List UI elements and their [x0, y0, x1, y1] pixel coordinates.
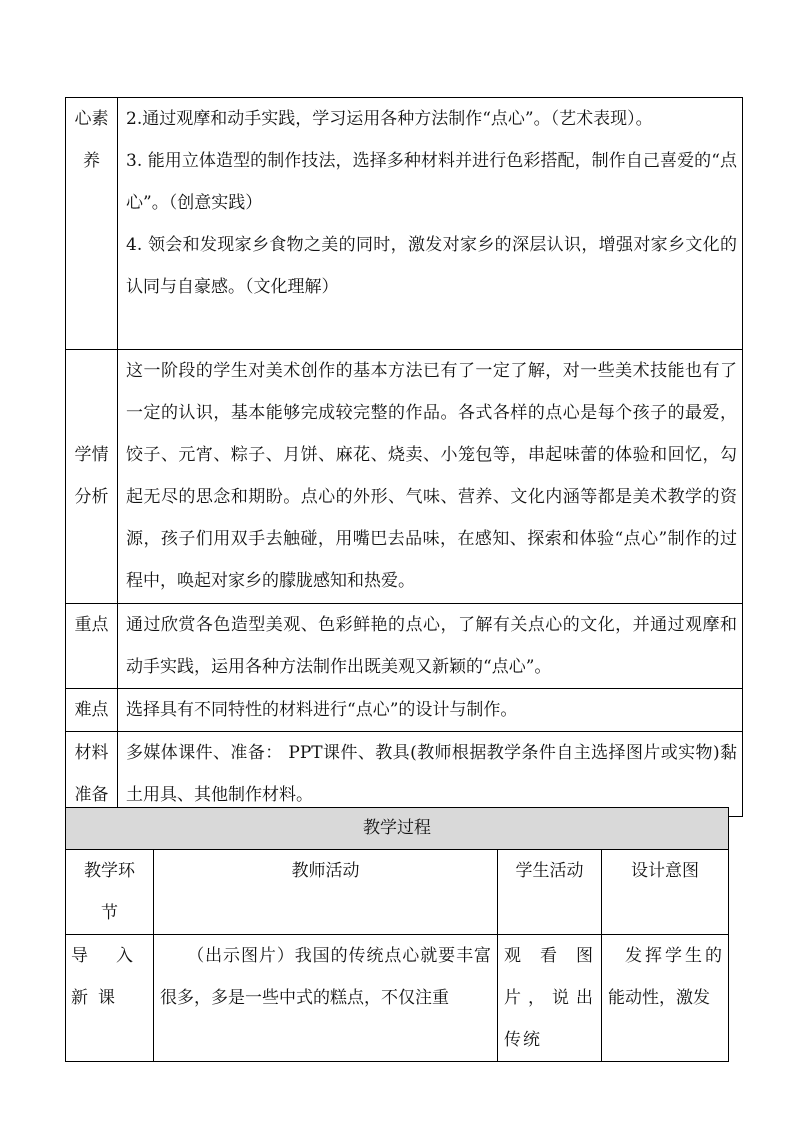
paragraph: 选择具有不同特性的材料进行“点心”的设计与制作。 — [126, 700, 518, 720]
row-label-line: 学情 — [74, 445, 109, 465]
student-activity-text: 观看图片，说出传统 — [504, 946, 595, 1050]
row-label — [66, 604, 118, 689]
row-label — [66, 689, 118, 732]
row-label-line: 准备 — [74, 785, 109, 805]
stage-text: 导入新课 — [71, 946, 143, 1008]
column-header — [66, 850, 154, 935]
teaching-process-table — [65, 807, 729, 1062]
table-row — [66, 98, 743, 350]
teacher-activity-cell — [154, 935, 498, 1062]
paragraph: 多媒体课件、准备： PPT课件、教具(教师根据教学条件自主选择图片或实物)黏土用具、其他制作材料。 — [126, 743, 737, 805]
paragraph: 这一阶段的学生对美术创作的基本方法已有了一定了解，对一些美术技能也有了一定的认识，基本能够完成较完整的作品。各式各样的点心是每个孩子的最爱，饺子、元宵、粽子、月饼、麻花、烧卖、小笼包等，串起味蕾的体验和回忆，勾起无尽的思念和期盼。点心的外形、气味、营养、文化内涵等都是美术教学的资源，孩子们用双手去触碰，用嘴巴去品味，在感知、探索和体验“点心”制作的过程中，唤起对家乡的朦胧感知和热爱。 — [126, 361, 737, 591]
table-title-row — [66, 808, 729, 850]
row-content — [118, 604, 743, 689]
table-row — [66, 689, 743, 732]
design-intent-text: 发挥学生的能动性，激发 — [608, 946, 722, 1008]
row-content — [118, 732, 743, 817]
stage-cell — [66, 935, 154, 1062]
table-header-row — [66, 850, 729, 935]
row-label — [66, 732, 118, 817]
column-header: 学生活动 — [498, 850, 602, 935]
table-row — [66, 604, 743, 689]
row-label — [66, 98, 118, 350]
row-label-line: 重点 — [74, 615, 109, 635]
table-row — [66, 732, 743, 817]
paragraph: 4. 领会和发现家乡食物之美的同时，激发对家乡的深层认识，增强对家乡文化的认同与自豪感。（文化理解） — [126, 235, 737, 297]
table-row — [66, 935, 729, 1062]
table-row — [66, 350, 743, 604]
row-content — [118, 689, 743, 732]
row-label-line: 分析 — [74, 487, 109, 507]
paragraph: 通过欣赏各色造型美观、色彩鲜艳的点心，了解有关点心的文化，并通过观摩和动手实践，运用各种方法制作出既美观又新颖的“点心”。 — [126, 615, 737, 677]
row-content — [118, 350, 743, 604]
row-label-line: 材料 — [74, 743, 109, 763]
row-label-line: 心素 — [74, 109, 109, 129]
row-content — [118, 98, 743, 350]
row-label-line: 养 — [83, 151, 100, 171]
teacher-activity-text: （出示图片）我国的传统点心就要丰富很多，多是一些中式的糕点，不仅注重 — [160, 946, 491, 1008]
row-label — [66, 350, 118, 604]
lesson-info-table — [65, 97, 743, 817]
student-activity-cell — [498, 935, 602, 1062]
design-intent-cell — [602, 935, 729, 1062]
column-header: 设计意图 — [602, 850, 729, 935]
column-header-text: 教学环节 — [84, 861, 135, 923]
paragraph: 3. 能用立体造型的制作技法，选择多种材料并进行色彩搭配，制作自己喜爱的“点心”。（创意实践） — [126, 151, 737, 213]
column-header: 教师活动 — [154, 850, 498, 935]
row-label-line: 难点 — [74, 700, 109, 720]
paragraph: 2.通过观摩和动手实践，学习运用各种方法制作“点心”。（艺术表现）。 — [126, 109, 653, 129]
section-title: 教学过程 — [66, 808, 729, 850]
